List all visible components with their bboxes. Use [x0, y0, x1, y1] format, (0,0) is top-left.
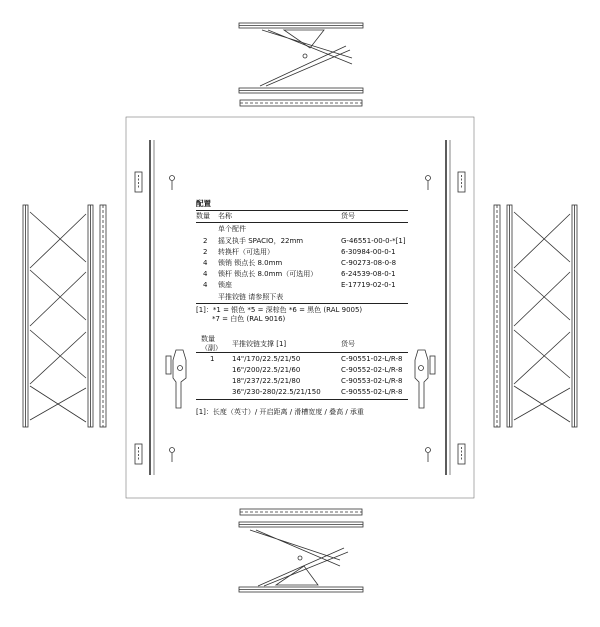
hinge-header-qty-sub: （副） — [201, 344, 222, 352]
hinge-qty: 1 — [210, 355, 215, 363]
hinge-header-part-no: 货号 — [341, 340, 355, 348]
left-locking-rod — [150, 140, 154, 475]
config-item-name: 锁杆 锁点长 8.0mm（可选用） — [218, 270, 318, 278]
config-item-part-no: 6-24539-08-0-1 — [341, 270, 396, 278]
locking-pin — [426, 176, 431, 191]
hinge-header-rule — [196, 352, 408, 353]
config-item-part-no: 6-30984-00-0-1 — [341, 248, 396, 256]
top-scissor-hinge — [239, 23, 363, 106]
left-handle — [166, 350, 186, 408]
config-item-qty: 4 — [203, 259, 208, 267]
lock-keeper — [135, 444, 142, 464]
hinge-row-part-no: C-90553-02-L/R-8 — [341, 377, 403, 385]
hinge-footnote: [1]：长度（英寸）/ 开启距离 / 滑槽宽度 / 叠高 / 承重 — [196, 408, 364, 416]
config-bottom-rule — [196, 303, 408, 304]
config-item-part-no: C-90273-08-0-8 — [341, 259, 397, 267]
locking-pin — [170, 176, 175, 191]
config-title: 配置 — [196, 199, 211, 208]
hinge-row-part-no: C-90551-02-L/R-8 — [341, 355, 403, 363]
config-item-name: 摇叉执手 SPACIO，22mm — [218, 237, 304, 245]
hinge-header-name: 平推铰链支撑 [1] — [232, 340, 287, 348]
config-section-single: 单个配件 — [218, 225, 246, 233]
config-hinge-note: 平推铰链 请参照下表 — [218, 293, 284, 301]
config-top-rule — [196, 210, 408, 211]
bottom-scissor-hinge — [239, 509, 363, 592]
hinge-bottom-rule — [196, 399, 408, 400]
config-item-qty: 4 — [203, 281, 208, 289]
config-header-qty: 数量 — [196, 212, 210, 220]
color-note-2: *7 = 白色 (RAL 9016) — [212, 315, 286, 323]
locking-pin — [426, 448, 431, 463]
config-item-qty: 4 — [203, 270, 208, 278]
config-header-name: 名称 — [218, 212, 232, 220]
locking-pin — [170, 448, 175, 463]
right-handle — [415, 350, 435, 408]
config-item-qty: 2 — [203, 237, 208, 245]
hinge-row-size: 18"/237/22.5/21/80 — [232, 377, 301, 385]
hinge-row-size: 16"/200/22.5/21/60 — [232, 366, 301, 374]
config-item-name: 锁销 锁点长 8.0mm — [218, 259, 283, 267]
hinge-row-part-no: C-90555-02-L/R-8 — [341, 388, 403, 396]
right-locking-rod — [446, 140, 450, 475]
config-item-part-no: G-46551-00-0-*[1] — [341, 237, 406, 245]
hinge-header-qty: 数量 — [201, 335, 215, 343]
config-item-name: 转换杆（可选用） — [218, 248, 274, 256]
color-note-1: [1]：*1 = 银色 *5 = 深棕色 *6 = 黑色 (RAL 9005) — [196, 306, 363, 314]
lock-keeper — [135, 172, 142, 192]
config-header-rule — [196, 222, 408, 223]
lock-keeper — [458, 172, 465, 192]
config-item-name: 锁座 — [218, 281, 232, 289]
hinge-row-size: 36"/230-280/22.5/21/150 — [232, 388, 321, 396]
lock-keeper — [458, 444, 465, 464]
hinge-row-part-no: C-90552-02-L/R-8 — [341, 366, 403, 374]
config-item-qty: 2 — [203, 248, 208, 256]
left-scissor-hinge — [23, 205, 106, 427]
hinge-row-size: 14"/170/22.5/21/50 — [232, 355, 301, 363]
config-header-part-no: 货号 — [341, 212, 355, 220]
config-item-part-no: E-17719-02-0-1 — [341, 281, 396, 289]
right-scissor-hinge — [494, 205, 577, 427]
